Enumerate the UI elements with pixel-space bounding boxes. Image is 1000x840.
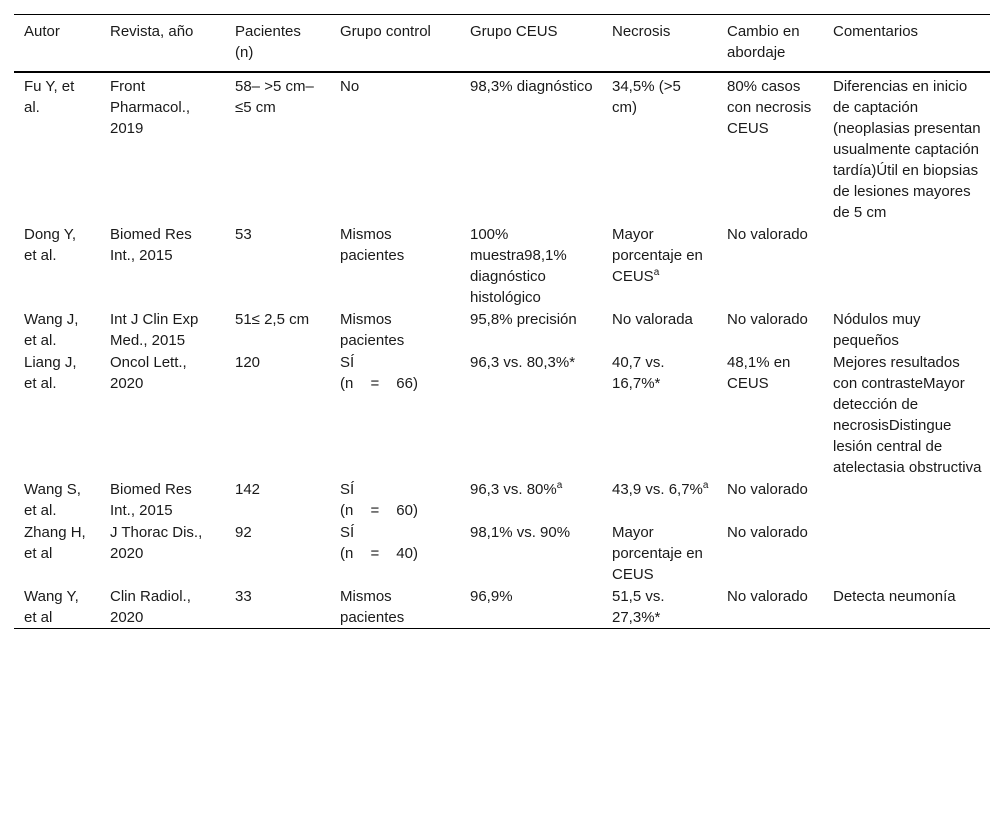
- cell-pacientes: 58– >5 cm– ≤5 cm: [235, 78, 314, 116]
- table-header: [14, 15, 990, 73]
- cell-pacientes: 120: [235, 354, 261, 371]
- header-pacientes: Pacientes (n): [235, 23, 301, 61]
- studies-table: [14, 14, 990, 629]
- cell-pacientes: 92: [235, 524, 252, 541]
- control-n-equals: =: [370, 545, 380, 562]
- footnote-marker: a: [653, 267, 660, 278]
- control-n-label: (n: [340, 545, 354, 562]
- table-row: [14, 72, 990, 223]
- cell-revista: Clin Radiol., 2020: [110, 588, 191, 626]
- control-n-group: [340, 543, 418, 564]
- cell-pacientes: 33: [235, 588, 252, 605]
- cell-autor: Wang S, et al.: [24, 481, 81, 519]
- cell-autor: Wang Y, et al: [24, 588, 79, 626]
- table-row: [14, 308, 990, 351]
- cell-necrosis: Mayor porcentaje en CEUS: [612, 524, 703, 583]
- cell-pacientes: 51≤ 2,5 cm: [235, 311, 310, 328]
- header-autor: Autor: [24, 23, 60, 40]
- cell-revista: J Thorac Dis., 2020: [110, 524, 203, 562]
- header-row: [14, 15, 990, 73]
- cell-necrosis: 51,5 vs. 27,3%*: [612, 588, 665, 626]
- cell-necrosis: [602, 478, 717, 521]
- cell-ceus: 96,9%: [470, 588, 513, 605]
- control-n-value: 60): [396, 502, 418, 519]
- table-row: [14, 521, 990, 585]
- cell-necrosis: No valorada: [612, 311, 693, 328]
- cell-control: No: [340, 78, 360, 95]
- cell-ceus: 98,3% diagnóstico: [470, 78, 593, 95]
- header-comentarios: Comentarios: [833, 23, 919, 40]
- cell-comentarios: Mejores resultados con contrasteMayor detección de necrosisDistingue lesión central de atelectasia obstructiva: [833, 354, 982, 476]
- cell-comentarios: Diferencias en inicio de captación (neoplasias presentan usualmente captación tardía)Útil en biopsias de lesiones mayores de 5 cm: [833, 78, 981, 221]
- header-control: Grupo control: [340, 23, 431, 40]
- cell-comentarios: [823, 223, 990, 308]
- header-necrosis: Necrosis: [612, 23, 671, 40]
- cell-ceus: 98,1% vs. 90%: [470, 524, 571, 541]
- control-n-value: 66): [396, 375, 418, 392]
- necrosis-text: 43,9 vs. 6,7%: [612, 481, 703, 498]
- cell-ceus: 100% muestra98,1% diagnóstico histológico: [470, 226, 567, 306]
- cell-autor: Zhang H, et al: [24, 524, 86, 562]
- cell-comentarios: [823, 478, 990, 521]
- cell-necrosis: 34,5% (>5 cm): [612, 78, 681, 116]
- control-n-label: (n: [340, 375, 354, 392]
- cell-comentarios: Detecta neumonía: [833, 588, 956, 605]
- cell-ceus: 96,3 vs. 80,3%*: [470, 354, 576, 371]
- control-yes: SÍ: [340, 354, 355, 371]
- control-n-equals: =: [370, 375, 380, 392]
- cell-control: [330, 521, 460, 585]
- header-revista: Revista, año: [110, 23, 194, 40]
- cell-revista: Oncol Lett., 2020: [110, 354, 187, 392]
- cell-revista: Front Pharmacol., 2019: [110, 78, 191, 137]
- control-yes: SÍ: [340, 524, 355, 541]
- control-n-label: (n: [340, 502, 354, 519]
- control-n-group: [340, 500, 418, 521]
- cell-cambio: No valorado: [727, 481, 808, 498]
- cell-autor: Wang J, et al.: [24, 311, 79, 349]
- control-n-value: 40): [396, 545, 418, 562]
- control-n-group: [340, 373, 418, 394]
- cell-comentarios: [823, 521, 990, 585]
- cell-pacientes: 53: [235, 226, 252, 243]
- cell-control: Mismos pacientes: [340, 311, 405, 349]
- header-ceus: Grupo CEUS: [470, 23, 558, 40]
- cell-revista: Biomed Res Int., 2015: [110, 481, 192, 519]
- cell-control: Mismos pacientes: [340, 226, 405, 264]
- cell-control: [330, 478, 460, 521]
- cell-cambio: 80% casos con necrosis CEUS: [727, 78, 812, 137]
- cell-cambio: No valorado: [727, 524, 808, 541]
- cell-cambio: 48,1% en CEUS: [727, 354, 791, 392]
- table-row: [14, 351, 990, 478]
- cell-pacientes: 142: [235, 481, 261, 498]
- cell-revista: Biomed Res Int., 2015: [110, 226, 192, 264]
- control-n-equals: =: [370, 502, 380, 519]
- ceus-text: 96,3 vs. 80%: [470, 481, 557, 498]
- cell-necrosis: 40,7 vs. 16,7%*: [612, 354, 665, 392]
- table-row: [14, 223, 990, 308]
- table-body: [14, 72, 990, 629]
- header-cambio: Cambio en abordaje: [727, 23, 800, 61]
- cell-necrosis: [602, 223, 717, 308]
- cell-autor: Dong Y, et al.: [24, 226, 76, 264]
- table-row: [14, 478, 990, 521]
- cell-control: [330, 351, 460, 478]
- footnote-marker: a: [556, 480, 563, 491]
- cell-cambio: No valorado: [727, 311, 808, 328]
- cell-comentarios: Nódulos muy pequeños: [833, 311, 921, 349]
- control-yes: SÍ: [340, 481, 355, 498]
- cell-ceus: [460, 478, 602, 521]
- cell-autor: Liang J, et al.: [24, 354, 77, 392]
- cell-cambio: No valorado: [727, 588, 808, 605]
- cell-revista: Int J Clin Exp Med., 2015: [110, 311, 199, 349]
- footnote-marker: a: [702, 480, 709, 491]
- cell-control: Mismos pacientes: [340, 588, 405, 626]
- cell-autor: Fu Y, et al.: [24, 78, 75, 116]
- necrosis-text: Mayor porcentaje en CEUS: [612, 226, 703, 285]
- cell-cambio: No valorado: [727, 226, 808, 243]
- cell-ceus: 95,8% precisión: [470, 311, 577, 328]
- table-row: [14, 585, 990, 629]
